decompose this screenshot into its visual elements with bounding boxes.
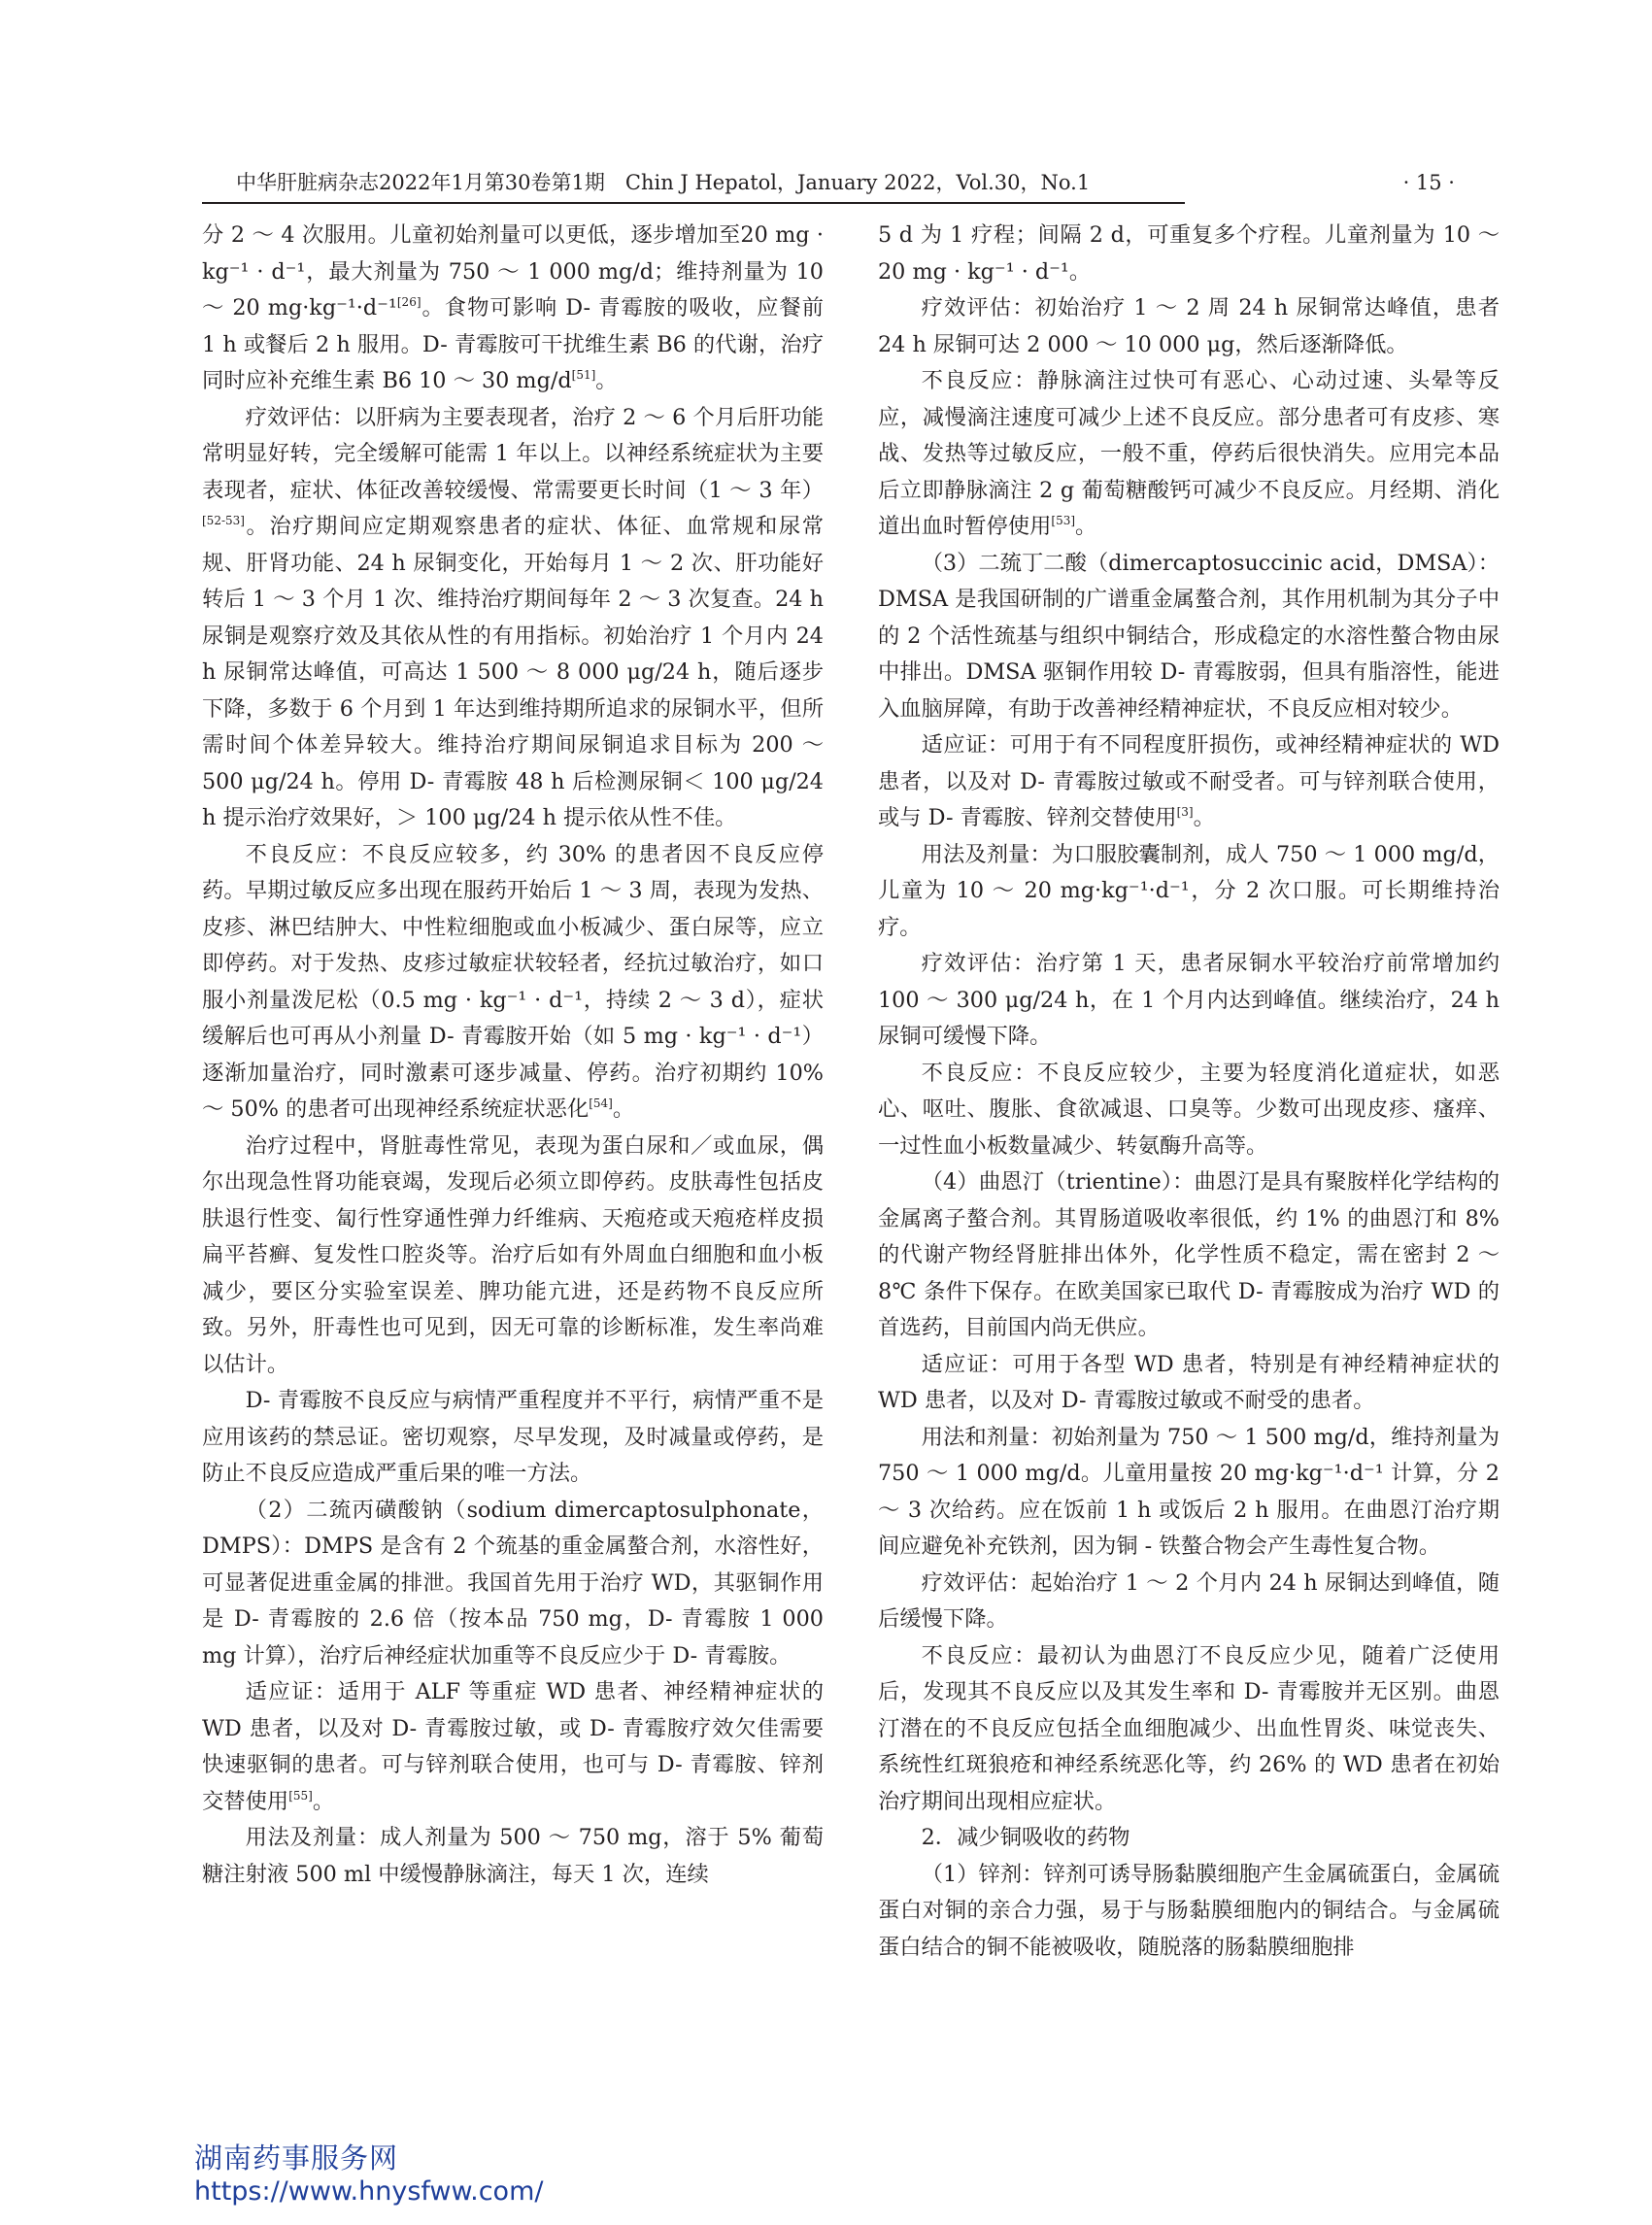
paragraph-text: 2．减少铜吸收的药物 — [921, 1825, 1130, 1850]
paragraph-text: （1）锌剂：锌剂可诱导肠黏膜细胞产生金属硫蛋白，金属硫蛋白对铜的亲合力强，易于与肠黏膜细胞内的铜结合。与金属硫蛋白结合的铜不能被吸收，随脱落的肠黏膜细胞排 — [878, 1861, 1500, 1960]
paragraph-text: 。食物可影响 D- 青霉胺的吸收，应餐前 1 h 或餐后 2 h 服用。D- 青霉胺可干扰维生素 B6 的代谢，治疗同时应补充维生素 B6 10 ～ 30 mg/d — [202, 295, 824, 393]
paragraph — [878, 1164, 1500, 1347]
paragraph — [878, 1347, 1500, 1420]
paragraph-text: 不良反应：静脉滴注过快可有恶心、心动过速、头晕等反应，减慢滴注速度可减少上述不良反应。部分患者可有皮疹、寒战、发热等过敏反应，一般不重，停药后很快消失。应用完本品后立即静脉滴注 2 g 葡萄糖酸钙可减少不良反应。月经期、消化道出血时暂停使用 — [878, 368, 1500, 539]
footer-url-link[interactable]: https://www.hnysfww.com/ — [194, 2176, 544, 2207]
paragraph — [878, 946, 1500, 1056]
paragraph-text: 不良反应：不良反应较多，约 30% 的患者因不良反应停药。早期过敏反应多出现在服药开始后 1 ～ 3 周，表现为发热、皮疹、淋巴结肿大、中性粒细胞或血小板减少、蛋白尿等，应立即停药。对于发热、皮疹过敏症状较轻者，经抗过敏治疗，如口服小剂量泼尼松（0.5 mg · kg⁻¹ · d⁻¹，持续 2 ～ 3 d），症状缓解后也可再从小剂量 D- 青霉胺开始（如 5 mg · kg⁻¹ · d⁻¹）逐渐加量治疗，同时激素可逐步减量、停药。治疗初期约 10% ～ 50% 的患者可出现神经系统症状恶化 — [202, 841, 824, 1122]
paragraph-text: 5 d 为 1 疗程；间隔 2 d，可重复多个疗程。儿童剂量为 10 ～ 20 mg · kg⁻¹ · d⁻¹。 — [878, 222, 1500, 285]
paragraph — [202, 1820, 824, 1893]
paragraph — [878, 1820, 1500, 1857]
paragraph-text: 用法及剂量：为口服胶囊制剂，成人 750 ～ 1 000 mg/d，儿童为 10 ～ 20 mg·kg⁻¹·d⁻¹，分 2 次口服。可长期维持治疗。 — [878, 841, 1500, 940]
paragraph — [202, 400, 824, 837]
citation-ref: [54] — [589, 1096, 613, 1110]
paragraph — [878, 290, 1500, 363]
paragraph — [878, 727, 1500, 837]
paragraph — [878, 1857, 1500, 1967]
paragraph-text: 疗效评估：初始治疗 1 ～ 2 周 24 h 尿铜常达峰值，患者 24 h 尿铜可达 2 000 ～ 10 000 μg，然后逐渐降低。 — [878, 295, 1500, 357]
paragraph — [878, 1566, 1500, 1638]
paragraph-text: 用法及剂量：成人剂量为 500 ～ 750 mg，溶于 5% 葡萄糖注射液 500 ml 中缓慢静脉滴注，每天 1 次，连续 — [202, 1825, 824, 1887]
paragraph-text: （3）二巯丁二酸（dimercaptosuccinic acid，DMSA）：DMSA 是我国研制的广谱重金属螯合剂，其作用机制为其分子中的 2 个活性巯基与组织中铜结合，形成稳定的水溶性螯合物由尿中排出。DMSA 驱铜作用较 D- 青霉胺弱，但具有脂溶性，能进入血脑屏障，有助于改善神经精神症状，不良反应相对较少。 — [878, 550, 1500, 722]
paragraph-text: 。 — [312, 1788, 335, 1814]
citation-ref: [55] — [288, 1788, 313, 1803]
footer-watermark — [194, 2141, 543, 2208]
page-number: · 15 · — [1402, 171, 1455, 194]
paragraph-text: 分 2 ～ 4 次服用。儿童初始剂量可以更低，逐步增加至20 mg · kg⁻¹ · d⁻¹，最大剂量为 750 ～ 1 000 mg/d；维持剂量为 10 ～ 20 mg·kg⁻¹·d⁻¹ — [202, 222, 824, 320]
citation-ref: [3] — [1176, 805, 1194, 819]
paragraph — [878, 546, 1500, 728]
paragraph-text: 。 — [1075, 514, 1097, 539]
citation-ref: [52-53] — [202, 514, 245, 527]
paragraph — [202, 1129, 824, 1384]
paragraph — [202, 1674, 824, 1820]
paragraph-text: 。治疗期间应定期观察患者的症状、体征、血常规和尿常规、肝肾功能、24 h 尿铜变化，开始每月 1 ～ 2 次、肝功能好转后 1 ～ 3 个月 1 次、维持治疗期间每年 2 ～ 3 次复查。24 h 尿铜是观察疗效及其依从性的有用指标。初始治疗 1 个月内 24 h 尿铜常达峰值，可高达 1 500 ～ 8 000 μg/24 h，随后逐步下降，多数于 6 个月到 1 年达到维持期所追求的尿铜水平，但所需时间个体差异较大。维持治疗期间尿铜追求目标为 200 ～ 500 μg/24 h。停用 D- 青霉胺 48 h 后检测尿铜＜ 100 μg/24 h 提示治疗效果好，＞ 100 μg/24 h 提示依从性不佳。 — [202, 514, 824, 830]
citation-ref: [53] — [1051, 514, 1076, 527]
paragraph-text: （2）二巯丙磺酸钠（sodium dimercaptosulphonate，DMPS）：DMPS 是含有 2 个巯基的重金属螯合剂，水溶性好，可显著促进重金属的排泄。我国首先用于治疗 WD，其驱铜作用是 D- 青霉胺的 2.6 倍（按本品 750 mg，D- 青霉胺 1 000 mg 计算），治疗后神经症状加重等不良反应少于 D- 青霉胺。 — [202, 1497, 824, 1669]
paragraph-text: 。 — [612, 1096, 635, 1122]
footer-site-name: 湖南药事服务网 — [194, 2141, 399, 2174]
citation-ref: [26] — [396, 295, 421, 309]
citation-ref: [51] — [571, 368, 596, 382]
paragraph-text: （4）曲恩汀（trientine）：曲恩汀是具有聚胺样化学结构的金属离子螯合剂。其胃肠道吸收率很低，约 1% 的曲恩汀和 8% 的代谢产物经肾脏排出体外，化学性质不稳定，需在密封 2 ～ 8℃ 条件下保存。在欧美国家已取代 D- 青霉胺成为治疗 WD 的首选药，目前国内尚无供应。 — [878, 1169, 1500, 1340]
paragraph — [202, 1493, 824, 1675]
paragraph — [878, 1638, 1500, 1821]
paragraph-text: D- 青霉胺不良反应与病情严重程度并不平行，病情严重不是应用该药的禁忌证。密切观察，尽早发现，及时减量或停药，是防止不良反应造成严重后果的唯一方法。 — [202, 1388, 824, 1486]
left-column — [202, 218, 824, 1893]
journal-citation: 中华肝脏病杂志2022年1月第30卷第1期 Chin J Hepatol，January 2022，Vol.30，No.1 — [236, 171, 1091, 194]
paragraph-text: 适应证：适用于 ALF 等重症 WD 患者、神经精神症状的 WD 患者，以及对 D- 青霉胺过敏，或 D- 青霉胺疗效欠佳需要快速驱铜的患者。可与锌剂联合使用，也可与 D- 青霉胺、锌剂交替使用 — [202, 1679, 824, 1814]
paragraph-text: 疗效评估：治疗第 1 天，患者尿铜水平较治疗前常增加约 100 ～ 300 μg/24 h，在 1 个月内达到峰值。继续治疗，24 h 尿铜可缓慢下降。 — [878, 951, 1500, 1049]
paragraph-text: 不良反应：最初认为曲恩汀不良反应少见，随着广泛使用后，发现其不良反应以及其发生率和 D- 青霉胺并无区别。曲恩汀潜在的不良反应包括全血细胞减少、出血性胃炎、味觉丧失、系统性红斑狼疮和神经系统恶化等，约 26% 的 WD 患者在初始治疗期间出现相应症状。 — [878, 1642, 1500, 1814]
paragraph-text: 。 — [1193, 805, 1215, 830]
paragraph — [202, 837, 824, 1129]
paragraph — [878, 837, 1500, 947]
header-rule — [202, 202, 1185, 204]
paragraph-text: 不良反应：不良反应较少，主要为轻度消化道症状，如恶心、呕吐、腹胀、食欲减退、口臭等。少数可出现皮疹、瘙痒、一过性血小板数量减少、转氨酶升高等。 — [878, 1060, 1500, 1159]
paragraph-text: 疗效评估：起始治疗 1 ～ 2 个月内 24 h 尿铜达到峰值，随后缓慢下降。 — [878, 1569, 1500, 1632]
paragraph — [878, 363, 1500, 546]
paragraph — [202, 1383, 824, 1493]
right-column — [878, 218, 1500, 1966]
paragraph — [878, 1420, 1500, 1566]
paragraph-text: 用法和剂量：初始剂量为 750 ～ 1 500 mg/d，维持剂量为 750 ～ 1 000 mg/d。儿童用量按 20 mg·kg⁻¹·d⁻¹ 计算，分 2 ～ 3 次给药。应在饭前 1 h 或饭后 2 h 服用。在曲恩汀治疗期间应避免补充铁剂，因为铜 - 铁螯合物会产生毒性复合物。 — [878, 1424, 1500, 1559]
paragraph — [878, 218, 1500, 290]
paragraph-text: 疗效评估：以肝病为主要表现者，治疗 2 ～ 6 个月后肝功能常明显好转，完全缓解可能需 1 年以上。以神经系统症状为主要表现者，症状、体征改善较缓慢、常需要更长时间（1 ～ 3 年） — [202, 404, 824, 503]
paragraph-text: 治疗过程中，肾脏毒性常见，表现为蛋白尿和／或血尿，偶尔出现急性肾功能衰竭，发现后必须立即停药。皮肤毒性包括皮肤退行性变、匐行性穿通性弹力纤维病、天疱疮或天疱疮样皮损扁平苔癣、复发性口腔炎等。治疗后如有外周血白细胞和血小板减少，要区分实验室误差、脾功能亢进，还是药物不良反应所致。另外，肝毒性也可见到，因无可靠的诊断标准，发生率尚难以估计。 — [202, 1132, 824, 1377]
paragraph-text: 适应证：可用于有不同程度肝损伤，或神经精神症状的 WD 患者，以及对 D- 青霉胺过敏或不耐受者。可与锌剂联合使用，或与 D- 青霉胺、锌剂交替使用 — [878, 732, 1500, 830]
paragraph-text: 适应证：可用于各型 WD 患者，特别是有神经精神症状的 WD 患者，以及对 D- 青霉胺过敏或不耐受的患者。 — [878, 1351, 1500, 1413]
paragraph — [202, 218, 824, 400]
paragraph-text: 。 — [595, 368, 618, 393]
paragraph — [878, 1056, 1500, 1165]
running-header — [202, 168, 1455, 201]
